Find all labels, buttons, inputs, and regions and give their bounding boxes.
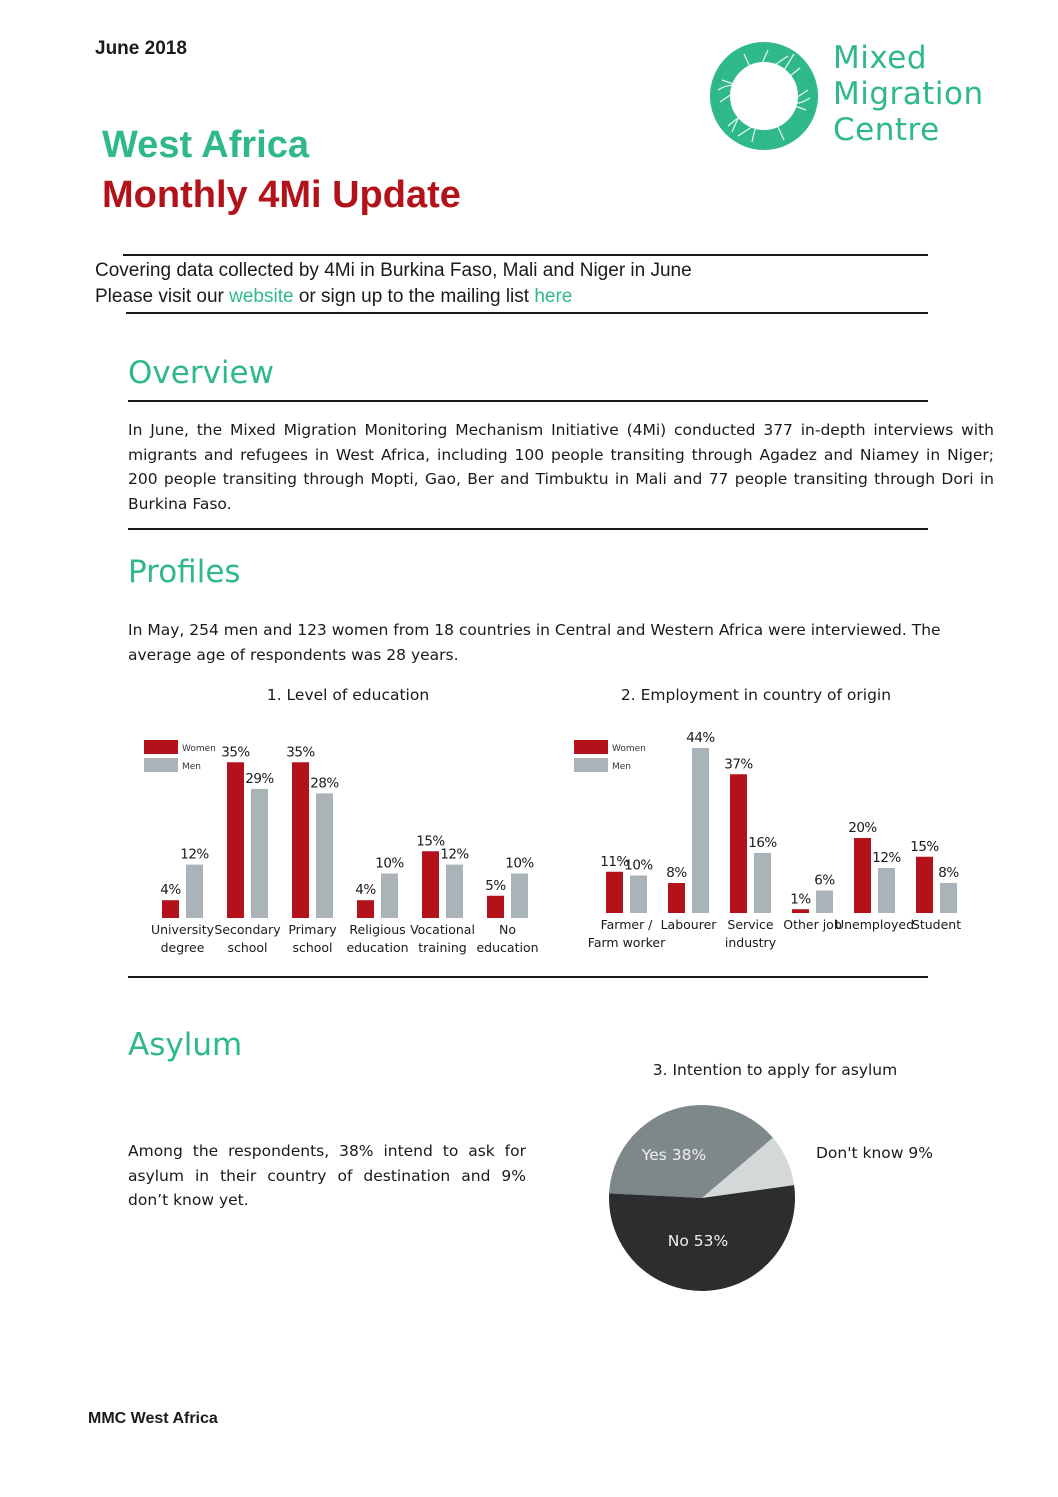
category-label: Labourer: [660, 917, 717, 932]
bar-men: [754, 853, 771, 913]
bar-value-label: 4%: [355, 882, 376, 899]
overview-text: In June, the Mixed Migration Monitoring Mechanism Initiative (4Mi) conducted 377 in-depth interviews with migrants and refugees in West Africa, including 100 people transiting through Agadez and Niamey in Niger; 200 people transiting through Mopti, Gao, Ber and Timbuktu in Mali and 77 people transiting through Dori in Burkina Faso.: [128, 421, 994, 513]
category-label: degree: [160, 940, 205, 955]
pie-label-yes: Yes 38%: [641, 1146, 707, 1164]
bar-women: [854, 838, 871, 913]
bar-men: [940, 883, 957, 913]
divider: [128, 400, 928, 402]
category-label: industry: [724, 935, 777, 950]
category-label: Farmer /: [600, 917, 653, 932]
education-chart-title: 1. Level of education: [266, 686, 430, 704]
mmc-logo: [708, 40, 998, 150]
bar-value-label: 37%: [724, 756, 753, 773]
logo-line-mixed: Mixed: [833, 40, 928, 76]
category-label: school: [227, 940, 268, 955]
employment-chart-title: 2. Employment in country of origin: [620, 686, 892, 704]
bar-value-label: 10%: [505, 855, 534, 872]
mailing-middle: or sign up to the mailing list: [293, 286, 535, 307]
legend-swatch-men: [574, 758, 608, 772]
category-label: University: [150, 922, 215, 937]
logo-ring-icon: [708, 40, 820, 152]
legend-label-men: Men: [182, 762, 202, 772]
bar-men: [816, 891, 833, 914]
bar-value-label: 12%: [440, 846, 469, 863]
logo-wordmark: [833, 40, 984, 148]
bar-value-label: 5%: [485, 877, 506, 894]
report-title-region: West Africa: [102, 124, 309, 166]
bar-men: [186, 865, 203, 918]
logo-line-migration: Migration: [833, 76, 984, 112]
bar-value-label: 12%: [180, 846, 209, 863]
legend-label-men: Men: [612, 762, 632, 772]
legend-label-women: Women: [182, 744, 216, 754]
category-label: Service: [727, 917, 774, 932]
bar-women: [357, 900, 374, 918]
asylum-pie-chart: [580, 1092, 1000, 1322]
category-label: education: [476, 940, 539, 955]
profiles-heading: Profiles: [128, 554, 241, 590]
coverage-note: [95, 258, 692, 310]
bar-value-label: 28%: [310, 775, 339, 792]
asylum-text: Among the respondents, 38% intend to ask for asylum in their country of destination and 9% don’t know yet.: [128, 1142, 526, 1209]
bar-women: [668, 883, 685, 913]
asylum-chart-title: 3. Intention to apply for asylum: [652, 1061, 898, 1079]
bar-value-label: 29%: [245, 770, 274, 787]
bar-women: [422, 851, 439, 918]
bar-women: [162, 900, 179, 918]
mailing-prefix: Please visit our: [95, 286, 230, 307]
category-label: Unemployed: [834, 917, 915, 932]
bar-men: [878, 868, 895, 913]
logo-line-centre: Centre: [833, 112, 940, 148]
bar-value-label: 15%: [910, 838, 939, 855]
bar-men: [316, 793, 333, 918]
bar-value-label: 6%: [814, 872, 835, 889]
legend-swatch-men: [144, 758, 178, 772]
bar-women: [292, 762, 309, 918]
bar-women: [606, 872, 623, 913]
divider: [126, 312, 928, 314]
bar-women: [487, 896, 504, 918]
bar-value-label: 8%: [666, 865, 687, 881]
category-label: school: [292, 940, 333, 955]
asylum-heading: Asylum: [128, 1027, 243, 1063]
bar-value-label: 1%: [790, 891, 811, 908]
pie-label-no: No 53%: [667, 1232, 729, 1250]
bar-value-label: 4%: [160, 882, 181, 899]
legend-label-women: Women: [612, 744, 646, 754]
mailing-list-link[interactable]: here: [534, 286, 573, 307]
mailing-line: [95, 284, 692, 310]
bar-value-label: 20%: [848, 820, 877, 836]
bar-value-label: 16%: [748, 835, 777, 851]
website-link[interactable]: website: [229, 286, 294, 307]
category-label: Secondary: [214, 922, 281, 937]
bar-women: [792, 909, 809, 913]
category-label: Vocational: [410, 922, 475, 937]
bar-value-label: 11%: [600, 853, 629, 870]
bar-value-label: 10%: [624, 857, 653, 874]
bar-men: [381, 874, 398, 919]
bar-women: [730, 774, 747, 913]
report-date: June 2018: [95, 38, 187, 59]
legend-swatch-women: [144, 740, 178, 754]
footer-org: MMC West Africa: [88, 1410, 218, 1427]
education-bar-chart: [130, 728, 570, 968]
bar-men: [446, 865, 463, 918]
overview-heading: Overview: [128, 355, 274, 391]
divider: [123, 254, 928, 256]
category-label: training: [418, 940, 467, 955]
coverage-line: Covering data collected by 4Mi in Burkina Faso, Mali and Niger in June: [95, 260, 692, 281]
report-title-main: Monthly 4Mi Update: [102, 174, 461, 216]
bar-value-label: 8%: [938, 865, 959, 881]
bar-value-label: 44%: [686, 730, 715, 746]
employment-bar-chart: [560, 728, 1000, 968]
category-label: Other job: [783, 917, 842, 932]
bar-value-label: 35%: [221, 744, 250, 761]
bar-value-label: 15%: [416, 833, 445, 850]
category-label: Primary: [288, 922, 337, 937]
pie-label-don-t-know: Don't know 9%: [816, 1144, 933, 1162]
divider: [128, 976, 928, 978]
divider: [128, 528, 928, 530]
bar-women: [916, 857, 933, 913]
category-label: education: [346, 940, 409, 955]
bar-women: [227, 762, 244, 918]
bar-value-label: 10%: [375, 855, 404, 872]
bar-value-label: 12%: [872, 850, 901, 866]
bar-men: [511, 874, 528, 919]
legend-swatch-women: [574, 740, 608, 754]
category-label: Farm worker: [587, 935, 666, 950]
category-label: Student: [911, 917, 962, 932]
category-label: Religious: [349, 922, 406, 937]
profiles-text: In May, 254 men and 123 women from 18 countries in Central and Western Africa were interviewed. The average age of respondents was 28 years.: [128, 621, 941, 664]
bar-value-label: 35%: [286, 744, 315, 761]
bar-men: [251, 789, 268, 918]
category-label: No: [499, 922, 516, 937]
bar-men: [630, 876, 647, 914]
bar-men: [692, 748, 709, 913]
